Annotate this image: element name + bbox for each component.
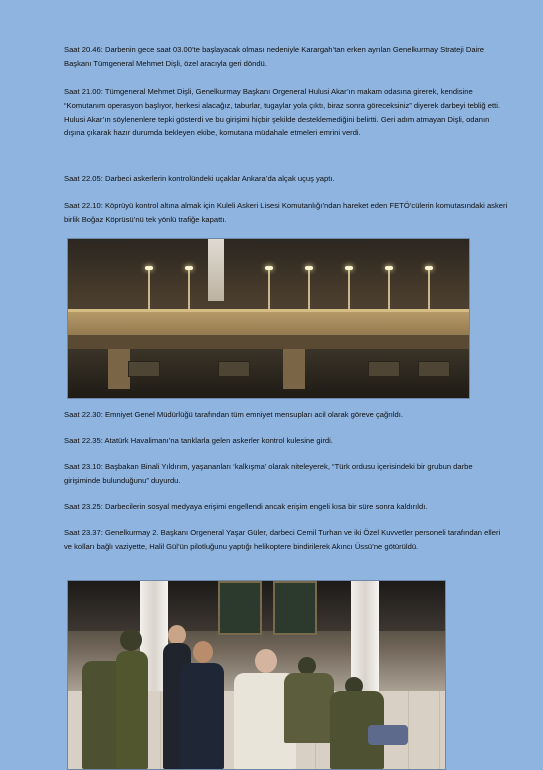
para-text: Atatürk Havalimanı’na tanklarla gelen askerler kontrol kulesine girdi. — [102, 436, 333, 445]
paragraph-2230 — [64, 408, 508, 422]
para-time: Saat 22.05: — [64, 174, 103, 183]
paragraph-2210 — [64, 199, 508, 227]
para-text: Darbenin gece saat 03.00’te başlayacak olması nedeniyle Karargah’tan erken ayrılan Genelkurmay Strateji Daire Başkanı Tümgeneral Mehmet Dişli, özel aracıyla geri döndü. — [64, 45, 485, 68]
para-time: Saat 21.00: — [64, 87, 103, 96]
paragraph-2235 — [64, 434, 508, 448]
para-text: Köprüyü kontrol altına almak için Kuleli Askeri Lisesi Komutanlığı’ndan hareket eden FETÖ’cülerin komutasındaki askeri birlik Boğaz Köprüsü’nü tek yönlü trafiğe kapattı. — [64, 201, 508, 224]
para-time: Saat 20.46: — [64, 45, 103, 54]
para-text: Başbakan Binali Yıldırım, yaşananları ‘kalkışma’ olarak niteleyerek, “Türk ordusu içerisindeki bir grubun darbe girişiminde bulunduğunu” duyurdu. — [64, 462, 473, 485]
paragraph-2205 — [64, 172, 508, 186]
para-text: Genelkurmay 2. Başkanı Orgeneral Yaşar Güler, darbeci Cemil Turhan ve iki Özel Kuvvetler personeli tarafından elleri ve kolları bağlı vaziyette, Halil Gül’ün pilotluğunu yaptığı helikoptere bindirilerek Akıncı Üssü’ne götürüldü. — [64, 528, 501, 551]
arrest-scene-photo — [67, 580, 446, 770]
para-time: Saat 22.35: — [64, 436, 103, 445]
para-time: Saat 22.30: — [64, 410, 103, 419]
para-text: Darbecilerin sosyal medyaya erişimi engellendi ancak erişim engeli kısa bir süre sonra kaldırıldı. — [102, 502, 428, 511]
para-time: Saat 23.10: — [64, 462, 103, 471]
para-text: Darbeci askerlerin kontrolündeki uçaklar Ankara’da alçak uçuş yaptı. — [102, 174, 335, 183]
paragraph-2046 — [64, 43, 508, 71]
para-text: Tümgeneral Mehmet Dişli, Genelkurmay Başkanı Orgeneral Hulusi Akar’ın makam odasına girerek, kendisine “Komutanım operasyon başlıyor, herkesi alacağız, taburlar, tugaylar yola çıktı, biraz sonra göreceksiniz” diyerek darbeyi tebliğ etti. Hulusi Akar’ın söylenenlere tepki gösterdi ve bu girişimi hiçbir şekilde desteklemediğini belirtti. Geri adım atmayan Dişli, odanın dışına çıkarak hazır durumda bekleyen ekibe, komutana müdahale etmeleri emrini verdi. — [64, 87, 501, 138]
para-time: Saat 23.37: — [64, 528, 103, 537]
para-time: Saat 23.25: — [64, 502, 103, 511]
paragraph-2337 — [64, 526, 508, 554]
para-text: Emniyet Genel Müdürlüğü tarafından tüm emniyet mensupları acil olarak göreve çağrıldı. — [102, 410, 403, 419]
paragraph-2325 — [64, 500, 508, 514]
paragraph-2100 — [64, 85, 508, 140]
paragraph-2310 — [64, 460, 508, 488]
para-time: Saat 22.10: — [64, 201, 103, 210]
bosphorus-bridge-photo — [67, 238, 470, 399]
